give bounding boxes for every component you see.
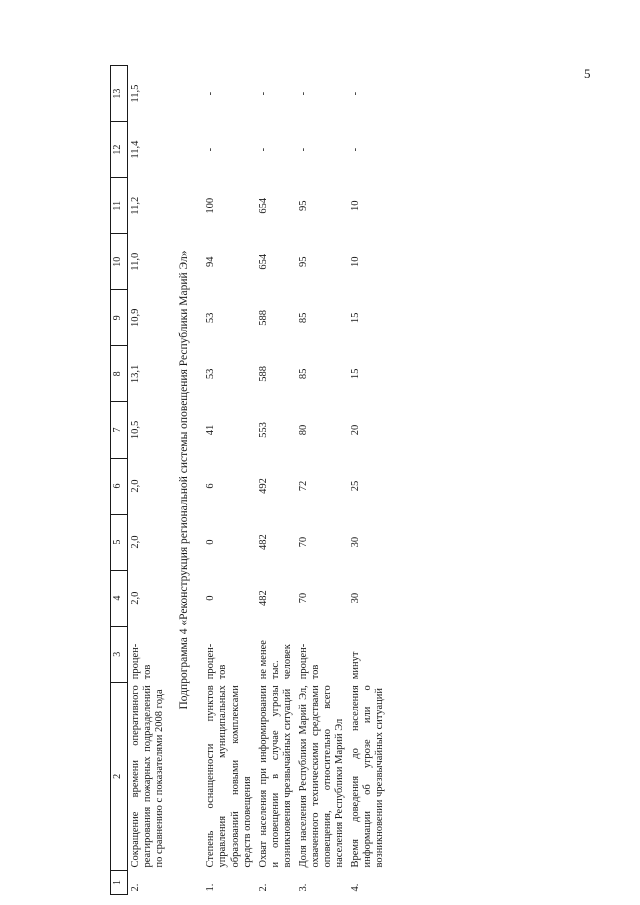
table-row <box>256 66 296 895</box>
value-cell: - <box>297 147 309 152</box>
table-row <box>203 66 255 895</box>
value-cell: 654 <box>257 197 269 214</box>
row-number: 2. <box>130 883 141 892</box>
value-cell: 6 <box>205 483 217 489</box>
value-cell: 13,1 <box>130 364 141 384</box>
value-cell: 588 <box>257 366 269 382</box>
header-row <box>111 66 128 895</box>
column-header: 9 <box>111 290 128 346</box>
value-cell: 2,0 <box>130 591 141 605</box>
value-cell: 94 <box>205 256 217 268</box>
value-cell: 72 <box>297 480 309 492</box>
value-cell: - <box>205 147 217 152</box>
row-number: 3. <box>297 883 309 892</box>
value-cell: 10,5 <box>130 420 141 440</box>
value-cell: - <box>257 147 269 152</box>
value-cell: 30 <box>350 592 362 604</box>
value-cell: - <box>350 91 362 96</box>
unit-of-measure: процен-тов <box>130 643 154 680</box>
column-header: 4 <box>111 570 128 626</box>
column-header: 13 <box>111 66 128 122</box>
value-cell: 588 <box>257 309 269 326</box>
value-cell: 100 <box>205 197 217 214</box>
unit-of-measure: процен-тов <box>297 643 321 680</box>
column-header: 10 <box>111 234 128 290</box>
value-cell: 41 <box>205 424 217 436</box>
table-row <box>128 66 169 895</box>
value-cell: 2,0 <box>130 479 141 493</box>
row-number: 2. <box>257 883 269 892</box>
value-cell: 11,2 <box>130 196 141 215</box>
value-cell: - <box>257 91 269 96</box>
unit-of-measure: минут <box>350 651 362 680</box>
value-cell: 10,9 <box>130 308 141 328</box>
value-cell: 11,5 <box>130 84 141 103</box>
value-cell: - <box>350 147 362 152</box>
value-cell: 15 <box>350 368 362 380</box>
row-number: 4. <box>350 883 362 892</box>
column-header: 11 <box>111 178 128 234</box>
table-row <box>296 66 348 895</box>
value-cell: 0 <box>205 539 217 545</box>
indicator-name: Доля населения Республики Марий Эл, охваченного техническими средствами оповещения, относительно всего населения Республики Марий Эл <box>297 685 346 868</box>
value-cell: 553 <box>257 422 269 438</box>
value-cell: 10 <box>350 256 362 268</box>
unit-of-measure: процен-тов <box>205 643 229 680</box>
column-header: 1 <box>111 870 128 894</box>
value-cell: 20 <box>350 424 362 436</box>
column-header: 5 <box>111 514 128 570</box>
value-cell: 70 <box>297 592 309 604</box>
value-cell: 0 <box>205 595 217 601</box>
table-body <box>128 66 389 895</box>
value-cell: 70 <box>297 536 309 548</box>
indicator-name: Охват населения при информировании и оповещении в случае угрозы возникновения чрезвычайных ситуаций <box>257 685 293 868</box>
value-cell: 85 <box>297 368 309 380</box>
value-cell: 2,0 <box>130 535 141 549</box>
value-cell: 53 <box>205 368 217 380</box>
indicators-table <box>110 65 388 895</box>
value-cell: 53 <box>205 312 217 324</box>
value-cell: 15 <box>350 312 362 324</box>
column-header: 12 <box>111 122 128 178</box>
value-cell: 482 <box>257 534 269 550</box>
indicator-name: Степень оснащенности пунктов управления муниципальных образований новыми комплексами средств оповещения <box>205 685 253 868</box>
value-cell: 654 <box>257 253 269 270</box>
column-header: 8 <box>111 346 128 402</box>
value-cell: - <box>205 91 217 96</box>
value-cell: 11,0 <box>130 252 141 271</box>
value-cell: 10 <box>350 200 362 211</box>
indicator-name: Сокращение времени оперативного реагирования пожарных подразделений по сравнению с показателями 2008 года <box>130 685 166 868</box>
section-row <box>168 66 203 895</box>
value-cell: 95 <box>297 256 309 268</box>
value-cell: 85 <box>297 312 309 324</box>
column-header: 2 <box>111 682 128 870</box>
column-header: 6 <box>111 458 128 514</box>
value-cell: 11,4 <box>130 140 141 159</box>
value-cell: 80 <box>297 424 309 436</box>
page-number: 5 <box>584 66 591 81</box>
unit-of-measure: не менее тыс. человек <box>257 640 293 680</box>
value-cell: 482 <box>257 590 269 607</box>
indicator-name: Время доведения до населения информации об угрозе или о возникновении чрезвычайных ситуаций <box>350 685 386 868</box>
rotated-table-container <box>110 65 560 895</box>
value-cell: 30 <box>350 536 362 548</box>
table-row <box>348 66 388 895</box>
value-cell: - <box>297 91 309 96</box>
section-title: Подпрограмма 4 «Реконструкция региональной системы оповещения Республики Марий Эл» <box>178 250 191 710</box>
column-header: 3 <box>111 626 128 682</box>
value-cell: 25 <box>350 480 362 492</box>
row-number: 1. <box>205 883 217 892</box>
column-header: 7 <box>111 402 128 458</box>
value-cell: 95 <box>297 200 309 211</box>
value-cell: 492 <box>257 478 269 494</box>
